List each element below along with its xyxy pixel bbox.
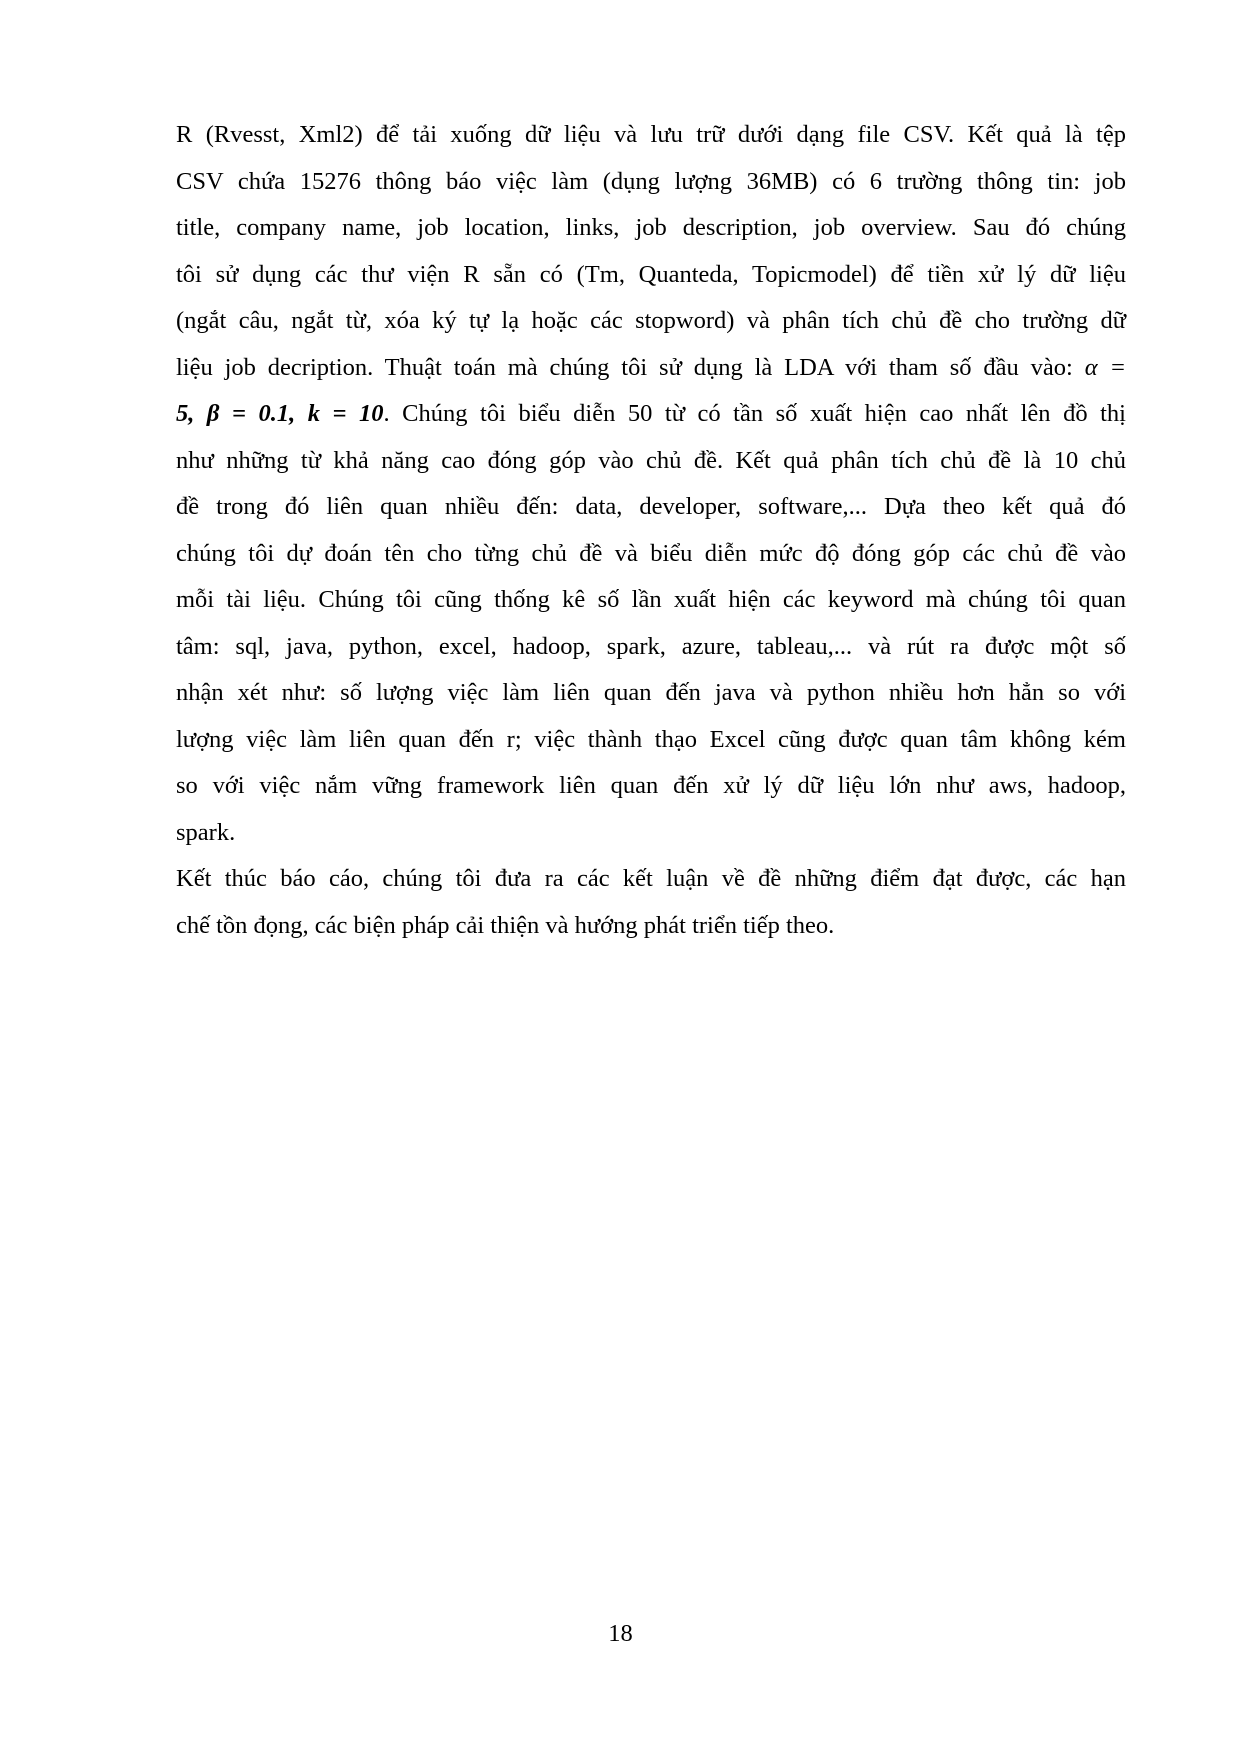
text-line: mỗi tài liệu. Chúng tôi cũng thống kê số lần xuất hiện các keyword mà chúng tôi quan bbox=[176, 586, 1126, 613]
text-line-segment: liệu job decription. Thuật toán mà chúng tôi sử dụng là LDA với tham số đầu vào: bbox=[176, 353, 1073, 381]
text-line: so với việc nắm vững framework liên quan đến xử lý dữ liệu lớn như aws, hadoop, bbox=[176, 772, 1126, 799]
text-line: đề trong đó liên quan nhiều đến: data, developer, software,... Dựa theo kết quả đó bbox=[176, 493, 1126, 520]
text-line-segment: . Chúng tôi biểu diễn 50 từ có tần số xuất hiện cao nhất lên đồ thị bbox=[383, 400, 1126, 427]
formula-alpha: α = bbox=[1084, 353, 1126, 381]
formula-parameters: 5, β = 0.1, k = 10 bbox=[176, 400, 384, 427]
text-line: lượng việc làm liên quan đến r; việc thành thạo Excel cũng được quan tâm không kém bbox=[176, 725, 1126, 753]
text-line: tôi sử dụng các thư viện R sẵn có (Tm, Quanteda, Topicmodel) để tiền xử lý dữ liệu bbox=[176, 260, 1126, 288]
text-line: spark. bbox=[176, 818, 236, 846]
text-line-with-formula bbox=[176, 345, 1126, 392]
body-text bbox=[176, 112, 1126, 949]
page-number: 18 bbox=[608, 1620, 633, 1647]
text-line: (ngắt câu, ngắt từ, xóa ký tự lạ hoặc các stopword) và phân tích chủ đề cho trường dữ bbox=[176, 307, 1126, 334]
text-line: như những từ khả năng cao đóng góp vào chủ đề. Kết quả phân tích chủ đề là 10 chủ bbox=[176, 446, 1126, 474]
text-line: tâm: sql, java, python, excel, hadoop, spark, azure, tableau,... và rút ra được một số bbox=[176, 632, 1126, 660]
text-line: chế tồn đọng, các biện pháp cải thiện và hướng phát triển tiếp theo. bbox=[176, 911, 835, 939]
formula-line bbox=[176, 391, 1126, 438]
text-line: title, company name, job location, links, job description, job overview. Sau đó chúng bbox=[176, 214, 1126, 241]
text-line: CSV chứa 15276 thông báo việc làm (dụng lượng 36MB) có 6 trường thông tin: job bbox=[176, 167, 1126, 195]
text-line: nhận xét như: số lượng việc làm liên quan đến java và python nhiều hơn hẳn so với bbox=[176, 679, 1126, 706]
text-line: R (Rvesst, Xml2) để tải xuống dữ liệu và lưu trữ dưới dạng file CSV. Kết quả là tệp bbox=[176, 121, 1126, 148]
text-line: Kết thúc báo cáo, chúng tôi đưa ra các kết luận về đề những điểm đạt được, các hạn bbox=[176, 865, 1126, 892]
text-line: chúng tôi dự đoán tên cho từng chủ đề và biểu diễn mức độ đóng góp các chủ đề vào bbox=[176, 539, 1126, 567]
